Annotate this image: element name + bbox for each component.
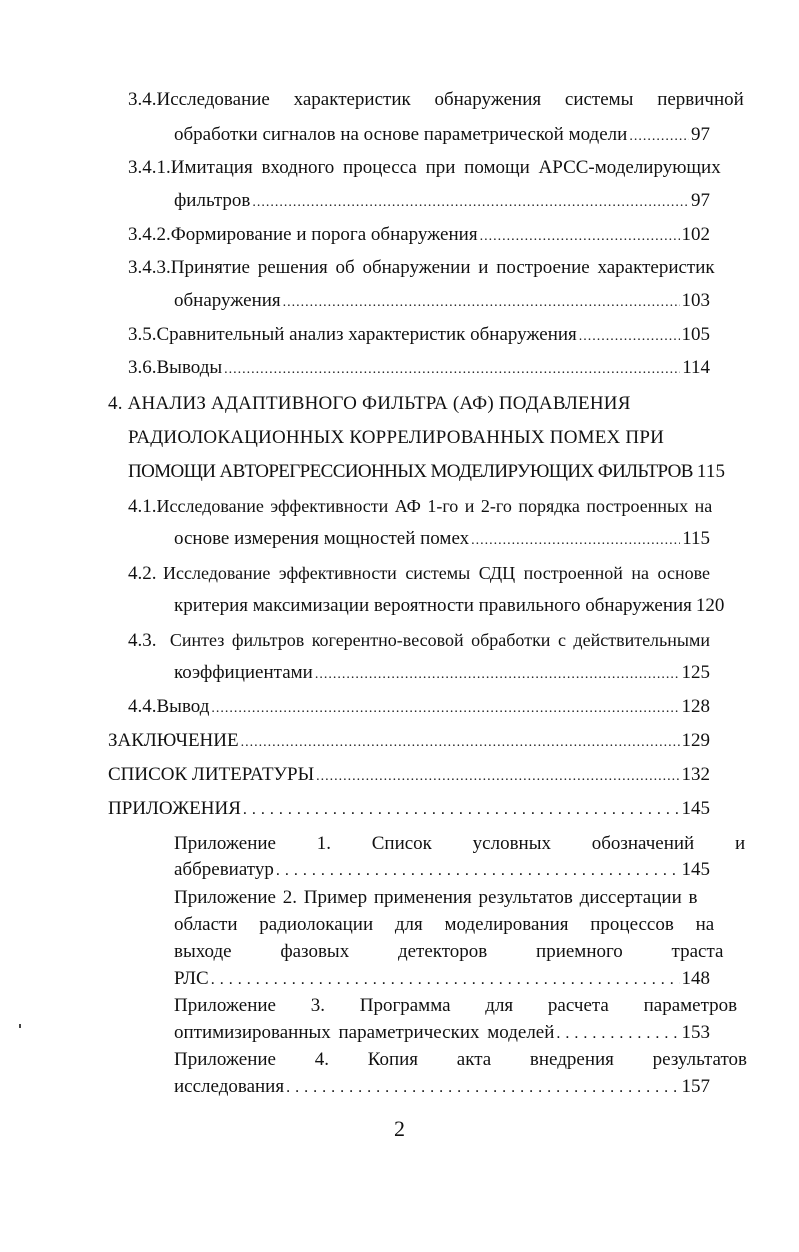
entry-title: СПИСОК ЛИТЕРАТУРЫ [108, 764, 315, 785]
toc-entry-3-4-2 [128, 223, 710, 247]
entry-title: Вывод [156, 696, 210, 717]
entry-title-cont: коэффициентами [174, 662, 313, 683]
dot-leader [286, 1075, 679, 1099]
page-ref: 153 [681, 1022, 710, 1043]
toc-entry-3-4-1-cont [174, 189, 710, 213]
entry-title-cont: РЛС [174, 968, 209, 989]
chapter-title-cont: ПОМОЩИ АВТОРЕГРЕССИОННЫХ МОДЕЛИРУЮЩИХ ФИЛЬТРОВ [128, 461, 693, 482]
dot-leader [252, 189, 689, 213]
entry-title-cont: аббревиатур [174, 859, 274, 880]
entry-title: Приложение 2. Пример применения результатов диссертации в [174, 887, 698, 908]
section-number: 4.2. [128, 563, 157, 584]
entry-title: Сравнительный анализ характеристик обнаружения [156, 324, 577, 345]
dot-leader [211, 695, 679, 719]
toc-appendix-4-cont [174, 1075, 710, 1099]
entry-title: Принятие решения об обнаружении и построение характеристик [170, 257, 715, 278]
entry-title: Имитация входного процесса при помощи АРСС-моделирующих [170, 157, 721, 178]
page-ref: 97 [691, 190, 710, 211]
page-ref: 114 [682, 357, 710, 378]
dot-leader [224, 356, 680, 380]
entry-title-cont: выходе фазовых детекторов приемного траста [174, 941, 724, 962]
toc-chapter-4-cont1 [128, 426, 710, 450]
page-ref: 128 [681, 696, 710, 717]
page-ref: 157 [681, 1076, 710, 1097]
toc-appendix-1 [174, 832, 746, 856]
toc-appendix-3 [174, 994, 738, 1018]
entry-title-cont: основе измерения мощностей помех [174, 528, 470, 549]
section-number: 4.1. [128, 496, 157, 517]
toc-entry-4-4 [128, 695, 710, 719]
entry-title-cont: оптимизированных параметрических моделей [174, 1022, 555, 1043]
toc-chapter-4-cont2 [128, 460, 726, 484]
dot-leader [243, 797, 680, 821]
section-number: 3.6. [128, 357, 157, 378]
page-ref: 132 [681, 764, 710, 785]
section-number: 3.4.2. [128, 224, 171, 245]
toc-entry-3-5 [128, 323, 710, 347]
toc-entry-3-4-3-cont [174, 289, 710, 313]
dot-leader [556, 1021, 679, 1045]
toc-entry-3-4-cont [174, 123, 710, 147]
entry-title: ЗАКЛЮЧЕНИЕ [108, 730, 239, 751]
dot-leader [480, 223, 680, 247]
toc-entry-4-2-cont [174, 594, 725, 618]
dot-leader [241, 729, 680, 753]
section-number: 3.5. [128, 324, 157, 345]
dot-leader [471, 527, 680, 551]
dot-leader [211, 967, 680, 991]
section-number: 3.4. [128, 89, 157, 110]
entry-title-cont: области радиолокации для моделирования процессов на [174, 914, 715, 935]
toc-entry-4-2 [128, 561, 710, 586]
entry-title: Исследование эффективности системы СДЦ построенной на основе [163, 563, 710, 583]
page-ref: 148 [681, 968, 710, 989]
dot-leader [276, 858, 680, 882]
page-ref: 145 [681, 859, 710, 880]
entry-title: Приложение 1. Список условных обозначений и [174, 833, 746, 854]
page-ref: 102 [681, 224, 710, 245]
page-ref: 97 [691, 124, 710, 145]
toc-appendix-2-cont3 [174, 967, 710, 991]
page-ref: 129 [681, 730, 710, 751]
chapter-title-cont: РАДИОЛОКАЦИОННЫХ КОРРЕЛИРОВАННЫХ ПОМЕХ ПРИ [128, 427, 665, 448]
section-number: 3.4.3. [128, 257, 171, 278]
toc-conclusion [108, 729, 710, 753]
page-ref: 125 [681, 662, 710, 683]
page-ref: 145 [681, 798, 710, 819]
entry-title-cont: исследования [174, 1076, 285, 1097]
entry-title-cont: обработки сигналов на основе параметрической модели [174, 124, 628, 145]
toc-entry-4-3 [128, 628, 710, 653]
page-number: 2 [394, 1116, 405, 1141]
entry-title-cont: критерия максимизации вероятности правильного обнаружения [174, 595, 692, 616]
toc-entry-4-3-cont [174, 661, 710, 685]
dot-leader [316, 763, 679, 787]
toc-references [108, 763, 710, 787]
section-number: 4.3. [128, 630, 157, 651]
entry-title: Выводы [156, 357, 223, 378]
chapter-title: 4. АНАЛИЗ АДАПТИВНОГО ФИЛЬТРА (АФ) ПОДАВЛЕНИЯ [108, 393, 631, 414]
toc-appendix-2-cont2 [174, 940, 724, 964]
entry-title: Формирование и порога обнаружения [170, 224, 478, 245]
toc-entry-3-4-1 [128, 156, 721, 180]
toc-entry-3-4-3 [128, 256, 715, 280]
toc-appendix-1-cont [174, 858, 710, 882]
toc-entry-3-4 [128, 88, 744, 112]
entry-title: Синтез фильтров когерентно-весовой обработки с действительными [169, 630, 710, 650]
dot-leader [315, 661, 680, 685]
page-ref: 103 [681, 290, 710, 311]
entry-title-cont: обнаружения [174, 290, 281, 311]
toc-appendix-2 [174, 886, 710, 910]
toc-appendix-2-cont1 [174, 913, 715, 937]
entry-title: Исследование характеристик обнаружения системы первичной [156, 89, 744, 110]
toc-entry-3-6 [128, 356, 710, 380]
entry-title: Приложение 4. Копия акта внедрения результатов [174, 1049, 748, 1070]
page-ref: 105 [681, 324, 710, 345]
page-ref: 120 [695, 595, 725, 616]
toc-appendix-4 [174, 1048, 748, 1072]
entry-title-cont: фильтров [174, 190, 251, 211]
entry-title: Приложение 3. Программа для расчета параметров [174, 995, 738, 1016]
dot-leader [629, 123, 689, 147]
section-number: 4.4. [128, 696, 157, 717]
page-ref: 115 [682, 528, 710, 549]
dot-leader [579, 323, 680, 347]
toc-appendix-3-cont [174, 1021, 710, 1045]
entry-title: ПРИЛОЖЕНИЯ [108, 798, 241, 819]
toc-chapter-4 [108, 392, 710, 416]
section-number: 3.4.1. [128, 157, 171, 178]
entry-title: Исследование эффективности АФ 1-го и 2-го порядка построенных на [156, 496, 713, 516]
toc-entry-4-1 [128, 494, 713, 519]
toc-entry-4-1-cont [174, 527, 710, 551]
scan-speck [19, 1024, 21, 1028]
dot-leader [283, 289, 680, 313]
toc-appendices [108, 797, 710, 821]
page-ref: 115 [696, 461, 726, 482]
